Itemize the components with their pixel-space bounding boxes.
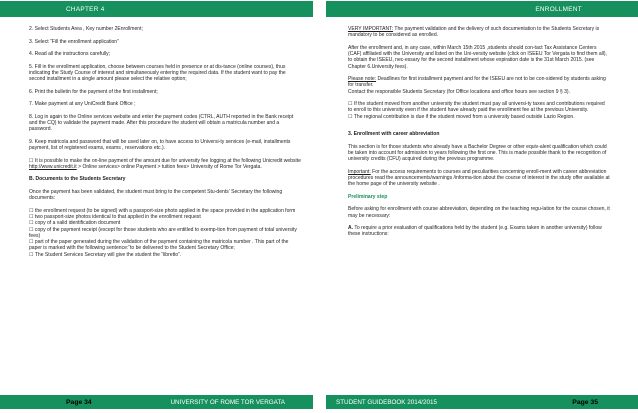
very-important-label: VERY IMPORTANT: bbox=[348, 26, 394, 32]
step-7: 7. Make payment at any UniCredit Bank Office ; bbox=[29, 101, 136, 108]
step-9: 9. Keep matricola and password that will be used later on, to have access to Universi-ty services (e-mail, installments payment, list of registered exams, exams , reservations etc.). bbox=[29, 138, 291, 152]
right-footer bbox=[326, 395, 638, 409]
right-page-column bbox=[348, 26, 610, 244]
career-abbreviation-heading: 3. Enrollment with career abbreviation bbox=[348, 131, 440, 138]
step-4: 4. Read all the instructions carefully; bbox=[29, 51, 111, 58]
iseeu-paragraph: After the enrollment and, in any case, within March 15th 2015 ,students should con-tact Tax Assistance Centers (CAF) affiliated with the University and listed on the Uni-versity website (click on ISEEU Tor Vergata to find them all), to obtain the ISEEU, nec-essary for the second installment whose expiration date is the 31st March 2015. (see Chapter 6.University fees). bbox=[348, 44, 607, 70]
very-important-note bbox=[348, 26, 610, 39]
career-abbreviation-intro: This section is for those students who already have a Bachelor Degree or other equiv-alent qualification which could be taken into account for admission to years following the first one. This is made possible thank to the recognition of university credits (CFU) acquired during the previous programme. bbox=[348, 143, 607, 163]
university-name: UNIVERSITY OF ROME TOR VERGATA bbox=[170, 398, 285, 406]
step-3: 3. Select “Fill the enrollment application” bbox=[29, 38, 119, 45]
chapter-header bbox=[0, 1, 313, 17]
regional-contribution-note: ☐ The regional contribution is due if the student moved from a university based outside Lazio Region. bbox=[348, 113, 575, 120]
online-payment-text-b: > Online services> online Payment > tuition fees> University of Rome Tor Vergata. bbox=[76, 163, 262, 170]
step-5: 5. Fill in the enrollment application, choose between courses held in presence or at dis-tance (online courses), thus indicating the Study Course of interest and simultaneously entering the required data. If the student want to pay the second installment in a single amount please select the relative option; bbox=[29, 63, 286, 83]
section-header bbox=[326, 1, 638, 17]
important-note bbox=[348, 169, 610, 188]
important-text: For the access requirements to courses and peculiarities concerning enroll-ment with career abbreviation procedures read the announcements/warnings /informa-tion about the course of interest in the study offer available at the home page of the university website . bbox=[348, 168, 610, 188]
document-item: ☐ copy of a valid identification document bbox=[29, 220, 121, 227]
step-6: 6. Print the bulletin for the payment of the first installment; bbox=[29, 88, 158, 95]
step-a-text: To require a prior evaluation of qualifications held by the student (e.g. Exams taken in another university) follow these instructions: bbox=[348, 225, 602, 238]
document-item: ☐ The Student Services Secretary will give the student the “libretto”. bbox=[29, 251, 182, 258]
section-label: ENROLLMENT bbox=[535, 5, 582, 13]
right-page-number: Page 35 bbox=[572, 398, 598, 406]
chapter-label: CHAPTER 4 bbox=[66, 5, 105, 13]
preliminary-step-intro: Before asking for enrollment with course abbreviation, depending on the teaching regu-lation for the course chosen, it may be necessary: bbox=[348, 206, 610, 219]
guidebook-title: STUDENT GUIDEBOOK 2014/2015 bbox=[336, 398, 438, 406]
important-label: Important: bbox=[348, 168, 371, 175]
preliminary-step-heading: Preliminary step bbox=[348, 193, 388, 200]
document-item: ☐ part of the paper generated during the validation of the payment containing the matricola number . This part of the paper is marked with the following sentence:“to be delivered to the Student Secretary Office; bbox=[29, 239, 289, 252]
document-item: ☐ the enrollment request (to be signed) with a passport-size photo applied in the space provided in the application form bbox=[29, 207, 296, 214]
secretary-contact: Contact the responsible Students Secretary (for Office locations and office hours see section 9 § 3). bbox=[348, 88, 570, 95]
transfer-fee-note: ☐ If the student moved from another university the student must pay all universi-ty taxes and contributions required to enroll to this university even if the student have already paid the enrollment fee at the previous University. bbox=[348, 101, 605, 114]
document-item: ☐ two passport-size photos identical to that applied in the enrollment request bbox=[29, 214, 201, 221]
document-item: ☐ copy of the payment receipt (except for those students who are entitled to exemp-tion from payment of total university fees) bbox=[29, 226, 297, 239]
unicredit-link[interactable]: http://www.unicredit.it bbox=[29, 163, 77, 170]
step-8: 8. Log in again to the Online services website and enter the payment codes (CTRL, AUTH reported in the Bank receipt and the CQ) to validate the payment made. After this procedure the student will obtain a matricula number and a password. bbox=[29, 113, 294, 133]
please-note-text: Deadlines for first installment payment and for the ISEEU are not to be con-sidered by students asking for transfer. bbox=[348, 76, 606, 89]
documents-intro: Once the payment has been validated, the student must bring to the competent Stu-dents’ Secretary the following documents: bbox=[29, 188, 283, 202]
very-important-text: The payment validation and the delivery of such documentation to the Students Secretary is mandatory to be considered as enrolled. bbox=[348, 26, 600, 39]
prior-evaluation-step bbox=[348, 225, 610, 238]
please-note-label: Please note: bbox=[348, 76, 377, 83]
left-page-column bbox=[29, 26, 301, 258]
left-page-number: Page 34 bbox=[66, 398, 92, 406]
left-footer bbox=[0, 395, 313, 409]
documents-heading: B. Documents to the Students Secretary bbox=[29, 176, 126, 183]
step-2: 2. Select Students Area , Key number 2Enrollment; bbox=[29, 26, 143, 32]
online-payment-note bbox=[29, 158, 301, 171]
please-note bbox=[348, 76, 610, 89]
online-payment-text-a: ☐ It is possible to make the on-line payment of the amount due for university fee logging at the following Unicredit website bbox=[29, 157, 301, 164]
step-a-label: A. bbox=[348, 225, 354, 232]
